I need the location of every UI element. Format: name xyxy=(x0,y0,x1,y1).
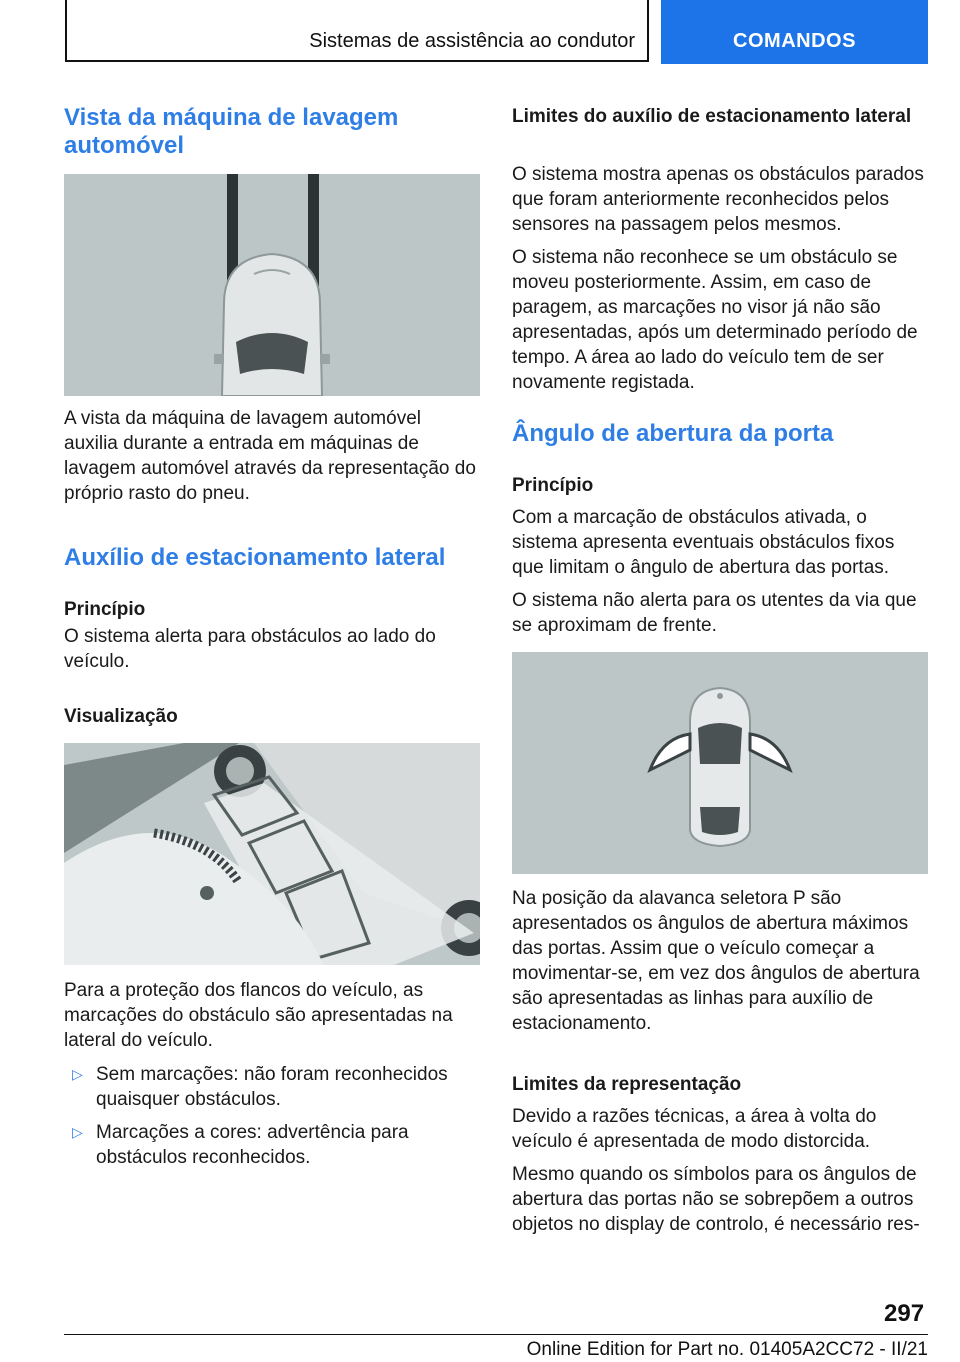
figure-door-angle xyxy=(512,652,928,874)
text-limits-2: O sistema não reconhece se um obstáculo se moveu posteriormente. Assim, em caso de paragem, as marcações no visor já não são apresentadas, após um determinado período de tempo. A área ao lado do veículo tem de ser novamente registada. xyxy=(512,247,918,393)
chapter-box xyxy=(65,0,649,62)
figure-car-wash-view xyxy=(64,174,480,396)
text-repr-1: Devido a razões técnicas, a área à volta do veículo é apresentada de modo distorcida. xyxy=(512,1106,877,1152)
bullet-text: Marcações a cores: advertência para obstáculos reconhecidos. xyxy=(96,1122,409,1168)
triangle-bullet-icon: ▷ xyxy=(72,1066,83,1082)
side-parking-illustration xyxy=(64,743,480,965)
heading-limits-side-parking: Limites do auxílio de estacionamento lateral xyxy=(512,106,912,127)
heading-repr-limits: Limites da representação xyxy=(512,1074,742,1095)
triangle-bullet-icon: ▷ xyxy=(72,1124,83,1140)
bullet-text: Sem marcações: não foram reconhecidos quaisquer obstáculos. xyxy=(96,1064,448,1110)
section-tab xyxy=(661,0,928,64)
text-door-2: O sistema não alerta para os utentes da via que se aproximam de frente. xyxy=(512,590,917,636)
heading-principle-left: Princípio xyxy=(64,599,146,620)
text-door-1: Com a marcação de obstáculos ativada, o sistema apresenta eventuais obstáculos fixos que limitam o ângulo de abertura das portas. xyxy=(512,507,895,578)
bullet-colored-markings xyxy=(64,1120,480,1170)
text-door-3: Na posição da alavanca seletora P são apresentados os ângulos de abertura máximos das portas. Assim que o veículo começar a movimentar-se, em vez dos ângulos de abertura são apresentadas as linhas para auxílio de estacionamento. xyxy=(512,888,920,1034)
bullet-no-markings xyxy=(64,1062,480,1112)
heading-principle-right: Princípio xyxy=(512,475,594,496)
car-wash-illustration xyxy=(64,174,480,396)
text-limits-1: O sistema mostra apenas os obstáculos parados que foram anteriormente reconhecidos pelos sensores na passagem pelos mesmos. xyxy=(512,164,924,235)
edition-text: Online Edition for Part no. 01405A2CC72 - II/21 xyxy=(526,1339,928,1360)
footer-divider xyxy=(64,1334,928,1335)
heading-door-angle: Ângulo de abertura da porta xyxy=(512,420,834,447)
text-display: Para a proteção dos flancos do veículo, as marcações do obstáculo são apresentadas na lateral do veículo. xyxy=(64,980,453,1051)
heading-side-parking: Auxílio de estacionamento lateral xyxy=(64,544,446,571)
text-repr-2: Mesmo quando os símbolos para os ângulos de abertura das portas não se sobrepõem a outros objetos no display de controlo, é necessário res- xyxy=(512,1164,920,1235)
heading-car-wash: Vista da máquina de lavagem automóvel xyxy=(64,104,399,159)
section-label: COMANDOS xyxy=(733,30,856,52)
page-header xyxy=(65,0,928,64)
text-principle-left: O sistema alerta para obstáculos ao lado do veículo. xyxy=(64,626,436,672)
heading-display: Visualização xyxy=(64,706,178,727)
figure-side-parking xyxy=(64,743,480,965)
door-angle-illustration xyxy=(512,652,928,874)
page-number: 297 xyxy=(884,1300,925,1327)
chapter-title: Sistemas de assistência ao condutor xyxy=(309,30,635,52)
text-car-wash: A vista da máquina de lavagem automóvel auxilia durante a entrada em máquinas de lavagem automóvel através da representação do próprio rasto do pneu. xyxy=(64,408,476,504)
